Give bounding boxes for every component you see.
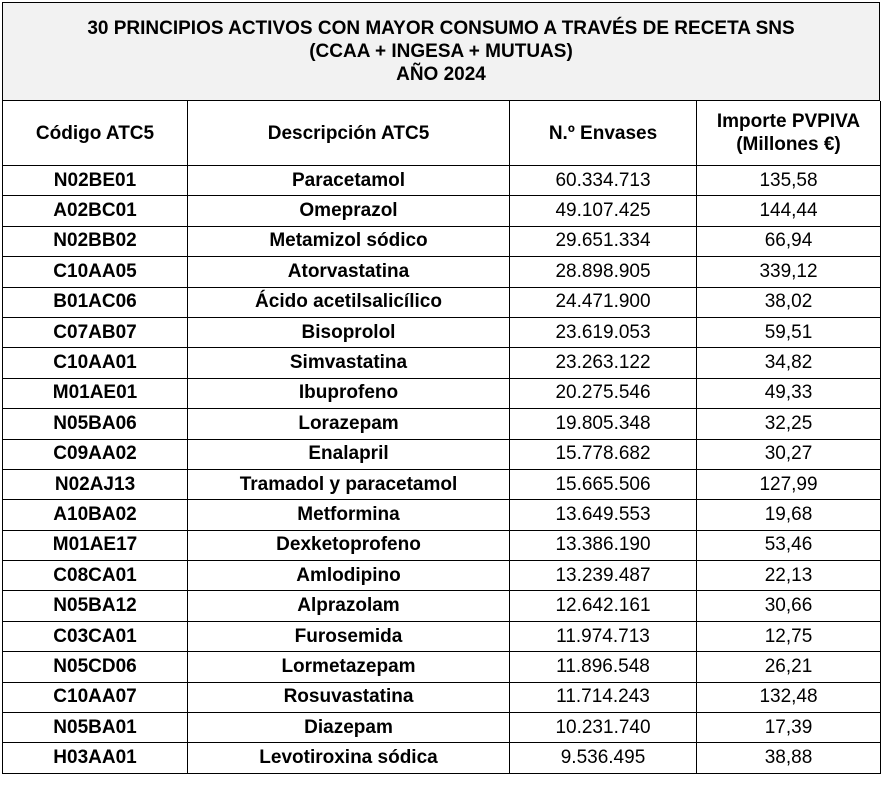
cell-packages: 11.714.243 <box>510 682 697 712</box>
cell-amount: 53,46 <box>697 530 881 560</box>
table-row <box>3 439 881 469</box>
cell-code: N05CD06 <box>3 652 188 682</box>
title-line-2: (CCAA + INGESA + MUTUAS) <box>309 41 573 62</box>
cell-description: Metamizol sódico <box>188 226 510 256</box>
cell-amount: 26,21 <box>697 652 881 682</box>
cell-packages: 49.107.425 <box>510 196 697 226</box>
table-row <box>3 743 881 773</box>
table-row <box>3 409 881 439</box>
cell-code: C10AA07 <box>3 682 188 712</box>
cell-amount: 127,99 <box>697 469 881 499</box>
table-row <box>3 621 881 651</box>
cell-amount: 30,66 <box>697 591 881 621</box>
cell-amount: 135,58 <box>697 166 881 196</box>
active-ingredients-table <box>2 101 881 774</box>
cell-code: A02BC01 <box>3 196 188 226</box>
cell-amount: 30,27 <box>697 439 881 469</box>
cell-description: Diazepam <box>188 713 510 743</box>
cell-amount: 144,44 <box>697 196 881 226</box>
cell-packages: 20.275.546 <box>510 378 697 408</box>
cell-description: Rosuvastatina <box>188 682 510 712</box>
table-row <box>3 500 881 530</box>
cell-amount: 49,33 <box>697 378 881 408</box>
cell-description: Atorvastatina <box>188 257 510 287</box>
table-row <box>3 166 881 196</box>
table-row <box>3 378 881 408</box>
header-amount <box>697 101 881 166</box>
cell-code: N05BA12 <box>3 591 188 621</box>
table-row <box>3 530 881 560</box>
table-row <box>3 317 881 347</box>
title-line-1: 30 PRINCIPIOS ACTIVOS CON MAYOR CONSUMO A TRAVÉS DE RECETA SNS <box>87 18 795 39</box>
cell-code: C10AA05 <box>3 257 188 287</box>
cell-code: M01AE17 <box>3 530 188 560</box>
table-row <box>3 226 881 256</box>
cell-description: Enalapril <box>188 439 510 469</box>
cell-code: N05BA06 <box>3 409 188 439</box>
cell-description: Furosemida <box>188 621 510 651</box>
header-row <box>3 101 881 166</box>
table-row <box>3 652 881 682</box>
cell-amount: 59,51 <box>697 317 881 347</box>
cell-packages: 24.471.900 <box>510 287 697 317</box>
header-amount-line-1: Importe PVPIVA <box>716 111 861 132</box>
cell-code: N05BA01 <box>3 713 188 743</box>
cell-description: Omeprazol <box>188 196 510 226</box>
cell-code: N02BB02 <box>3 226 188 256</box>
table-row <box>3 713 881 743</box>
cell-packages: 23.263.122 <box>510 348 697 378</box>
cell-code: C03CA01 <box>3 621 188 651</box>
cell-amount: 17,39 <box>697 713 881 743</box>
cell-packages: 15.778.682 <box>510 439 697 469</box>
cell-packages: 9.536.495 <box>510 743 697 773</box>
cell-description: Lorazepam <box>188 409 510 439</box>
cell-description: Ibuprofeno <box>188 378 510 408</box>
header-amount-line-2: (Millones €) <box>736 134 841 155</box>
cell-description: Tramadol y paracetamol <box>188 469 510 499</box>
cell-packages: 23.619.053 <box>510 317 697 347</box>
cell-packages: 60.334.713 <box>510 166 697 196</box>
cell-packages: 19.805.348 <box>510 409 697 439</box>
cell-packages: 12.642.161 <box>510 591 697 621</box>
cell-packages: 29.651.334 <box>510 226 697 256</box>
header-code: Código ATC5 <box>3 101 188 166</box>
cell-amount: 339,12 <box>697 257 881 287</box>
cell-packages: 15.665.506 <box>510 469 697 499</box>
cell-packages: 11.896.548 <box>510 652 697 682</box>
table-row <box>3 591 881 621</box>
cell-packages: 13.239.487 <box>510 561 697 591</box>
cell-description: Lormetazepam <box>188 652 510 682</box>
cell-code: C07AB07 <box>3 317 188 347</box>
cell-description: Bisoprolol <box>188 317 510 347</box>
cell-packages: 10.231.740 <box>510 713 697 743</box>
cell-packages: 11.974.713 <box>510 621 697 651</box>
cell-description: Simvastatina <box>188 348 510 378</box>
table-title-box <box>2 2 880 101</box>
cell-description: Metformina <box>188 500 510 530</box>
cell-packages: 13.649.553 <box>510 500 697 530</box>
cell-amount: 38,02 <box>697 287 881 317</box>
table-row <box>3 348 881 378</box>
cell-description: Levotiroxina sódica <box>188 743 510 773</box>
cell-description: Paracetamol <box>188 166 510 196</box>
cell-description: Dexketoprofeno <box>188 530 510 560</box>
header-description: Descripción ATC5 <box>188 101 510 166</box>
cell-code: M01AE01 <box>3 378 188 408</box>
table-row <box>3 682 881 712</box>
cell-packages: 28.898.905 <box>510 257 697 287</box>
cell-amount: 22,13 <box>697 561 881 591</box>
table-row <box>3 196 881 226</box>
cell-description: Ácido acetilsalicílico <box>188 287 510 317</box>
prescription-table-document <box>2 2 880 785</box>
cell-packages: 13.386.190 <box>510 530 697 560</box>
cell-code: N02AJ13 <box>3 469 188 499</box>
title-line-3: AÑO 2024 <box>396 64 486 85</box>
cell-code: N02BE01 <box>3 166 188 196</box>
table-row <box>3 561 881 591</box>
cell-code: C08CA01 <box>3 561 188 591</box>
cell-code: B01AC06 <box>3 287 188 317</box>
header-packages: N.º Envases <box>510 101 697 166</box>
cell-code: H03AA01 <box>3 743 188 773</box>
cell-amount: 12,75 <box>697 621 881 651</box>
cell-amount: 38,88 <box>697 743 881 773</box>
cell-amount: 34,82 <box>697 348 881 378</box>
cell-amount: 19,68 <box>697 500 881 530</box>
table-row <box>3 257 881 287</box>
cell-code: A10BA02 <box>3 500 188 530</box>
cell-code: C10AA01 <box>3 348 188 378</box>
cell-amount: 32,25 <box>697 409 881 439</box>
cell-amount: 132,48 <box>697 682 881 712</box>
cell-amount: 66,94 <box>697 226 881 256</box>
cell-code: C09AA02 <box>3 439 188 469</box>
cell-description: Alprazolam <box>188 591 510 621</box>
table-row <box>3 287 881 317</box>
cell-description: Amlodipino <box>188 561 510 591</box>
table-row <box>3 469 881 499</box>
